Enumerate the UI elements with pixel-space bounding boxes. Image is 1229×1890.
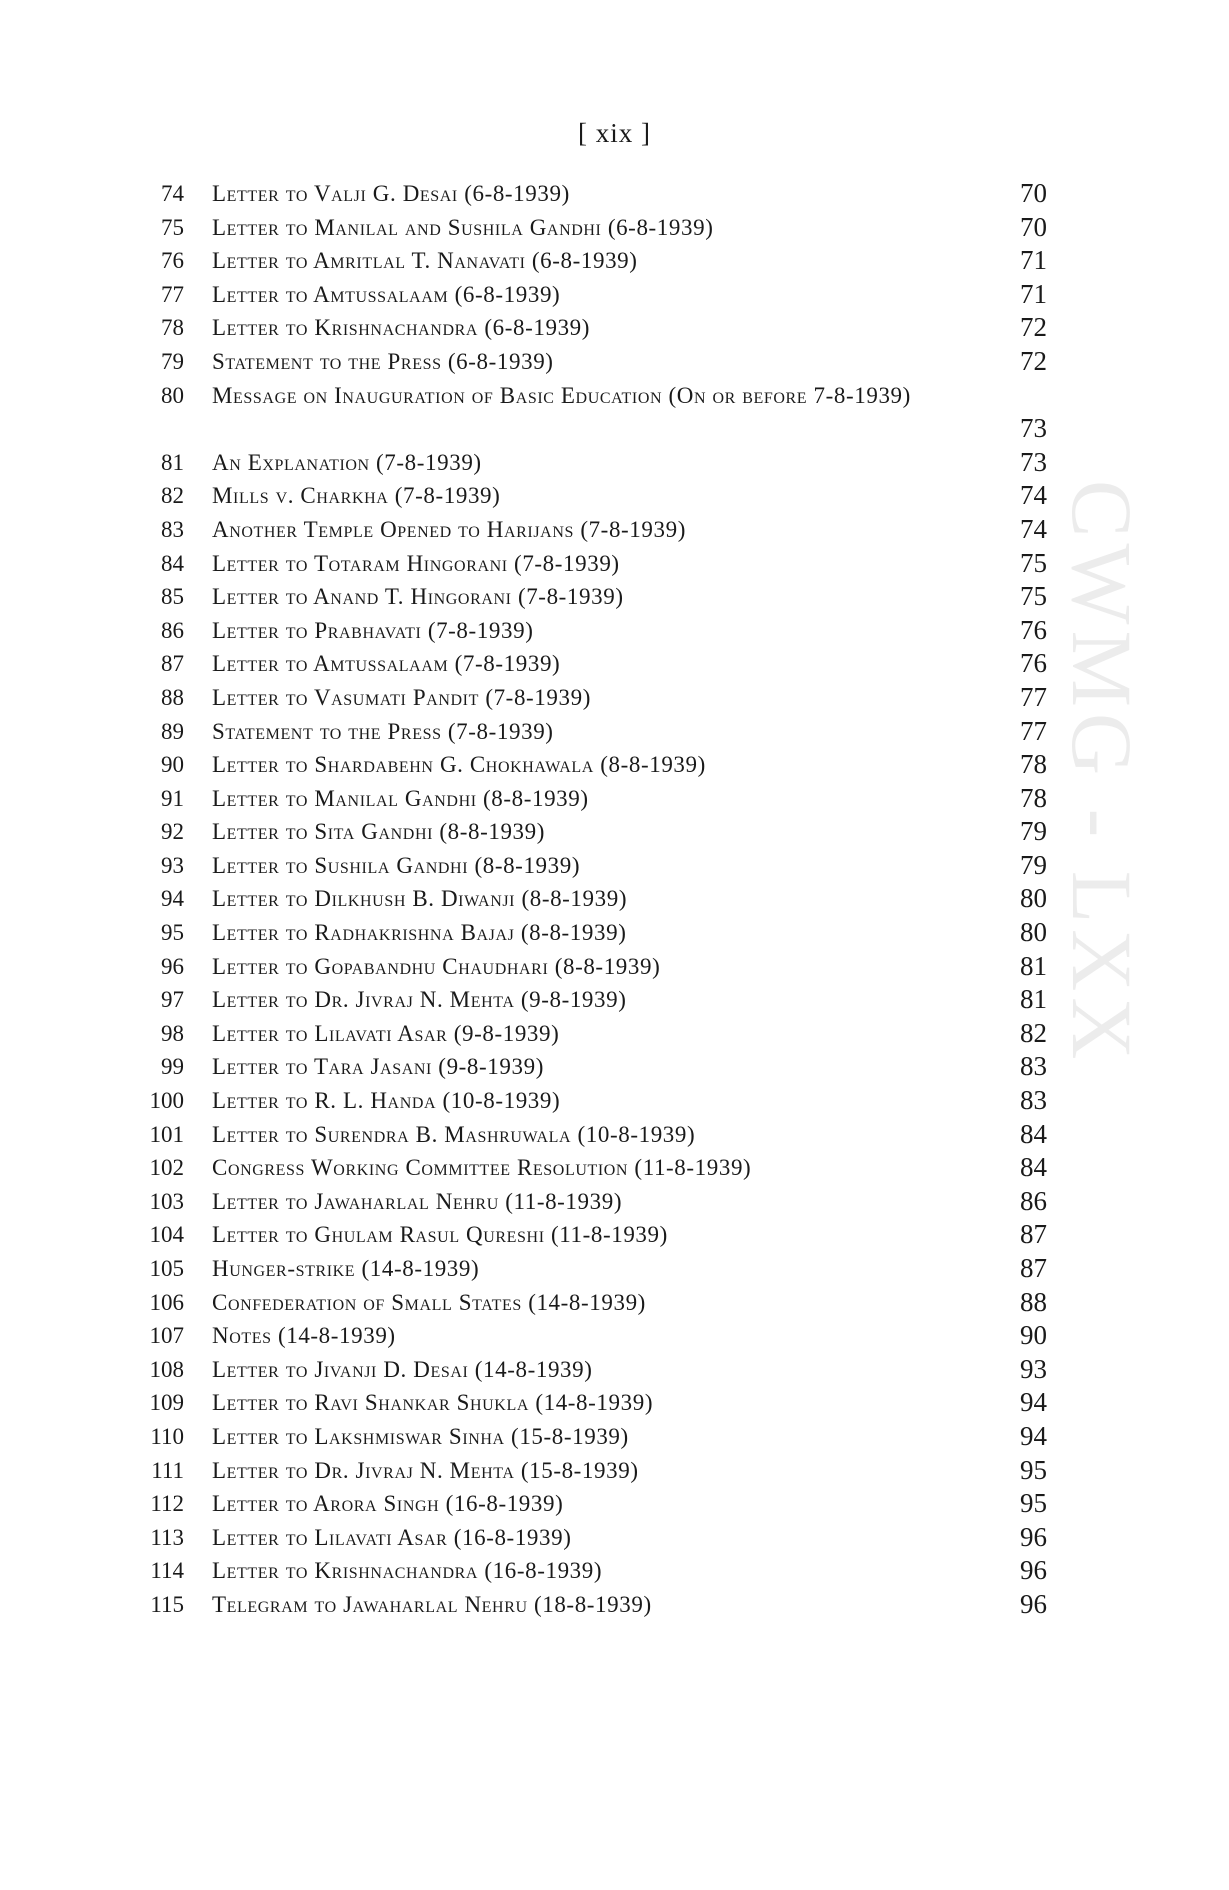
entry-number: 112 (150, 1491, 184, 1517)
entry-number: 74 (161, 181, 184, 206)
toc-entry (0, 580, 1229, 614)
entry-title: Another Temple Opened to Harijans (7-8-1939) (212, 516, 686, 542)
entry-page-number: 87 (1020, 1219, 1047, 1250)
entry-number: 99 (161, 1054, 184, 1080)
toc-entry (0, 748, 1229, 782)
toc-entry (0, 782, 1229, 816)
entry-page-number: 94 (1020, 1387, 1047, 1418)
entry-page-number: 88 (1020, 1286, 1047, 1317)
entry-page-number: 77 (1020, 715, 1047, 746)
toc-entry (0, 1521, 1229, 1555)
entry-page-number: 73 (1020, 446, 1047, 477)
toc-entry (0, 1151, 1229, 1185)
entry-page-number: 75 (1020, 581, 1047, 612)
toc-entry (0, 916, 1229, 950)
entry-title: Letter to Jivanji D. Desai (14-8-1939) (212, 1356, 593, 1382)
entry-title: Letter to Prabhavati (7-8-1939) (212, 617, 534, 643)
entry-number: 75 (161, 214, 184, 240)
entry-title: Letter to Krishnachandra (6-8-1939) (212, 315, 591, 341)
entry-title: An Explanation (7-8-1939) (212, 449, 482, 475)
entry-page-number: 81 (1020, 950, 1047, 981)
entry-title: Letter to Amtussalaam (6-8-1939) (212, 281, 561, 307)
entry-title: Letter to Surendra B. Mashruwala (10-8-1939) (212, 1121, 696, 1147)
toc-entry (0, 950, 1229, 984)
entry-title: Letter to Ghulam Rasul Qureshi (11-8-1939) (212, 1222, 668, 1248)
entry-page-number: 73 (1020, 413, 1047, 444)
entry-page-number: 78 (1020, 782, 1047, 813)
toc-entry (0, 1050, 1229, 1084)
entry-title: Letter to Sita Gandhi (8-8-1939) (212, 819, 546, 845)
entry-number: 102 (149, 1155, 184, 1181)
entry-number: 105 (149, 1256, 184, 1281)
entry-title: Letter to Manilal Gandhi (8-8-1939) (212, 785, 589, 811)
entry-page-number: 74 (1020, 480, 1047, 511)
toc-entry (0, 815, 1229, 849)
toc-entry (0, 849, 1229, 883)
toc-entry (0, 1454, 1229, 1488)
entry-page-number: 70 (1020, 178, 1047, 208)
entry-number: 115 (150, 1591, 184, 1617)
entry-page-number: 72 (1020, 312, 1047, 343)
toc-entry (0, 882, 1229, 916)
entry-number: 80 (161, 382, 184, 408)
toc-entry (0, 647, 1229, 681)
toc-entry (0, 278, 1229, 312)
entry-title: Telegram to Jawaharlal Nehru (18-8-1939) (212, 1591, 652, 1617)
entry-number: 81 (161, 449, 184, 475)
toc-entry (0, 311, 1229, 345)
toc-entry (0, 379, 1229, 446)
entry-number: 107 (149, 1323, 184, 1349)
entry-number: 103 (149, 1188, 184, 1214)
entry-number: 91 (161, 785, 184, 811)
toc-entry (0, 1420, 1229, 1454)
toc-entry (0, 983, 1229, 1017)
entry-number: 90 (161, 752, 184, 778)
entry-title: Letter to Gopabandhu Chaudhari (8-8-1939) (212, 953, 661, 979)
entry-number: 97 (161, 987, 184, 1013)
entry-page-number: 83 (1020, 1051, 1047, 1082)
entry-title: Statement to the Press (7-8-1939) (212, 718, 554, 744)
toc-entry (0, 1554, 1229, 1588)
entry-page-number: 93 (1020, 1353, 1047, 1384)
toc-entry (0, 1353, 1229, 1387)
toc-entry (0, 211, 1229, 245)
entry-number: 106 (149, 1289, 184, 1315)
entry-page-number: 76 (1020, 614, 1047, 645)
entry-title: Letter to Krishnachandra (16-8-1939) (212, 1558, 603, 1584)
entry-title: Letter to Radhakrishna Bajaj (8-8-1939) (212, 920, 627, 946)
entry-page-number: 94 (1020, 1420, 1047, 1451)
entry-title: Congress Working Committee Resolution (11-8-1939) (212, 1155, 752, 1181)
entry-page-number: 74 (1020, 513, 1047, 544)
entry-number: 93 (161, 852, 184, 878)
entry-number: 95 (161, 920, 184, 946)
entry-number: 101 (149, 1121, 184, 1147)
entry-number: 88 (161, 684, 184, 710)
entry-page-number: 71 (1020, 245, 1047, 276)
entry-title: Letter to Manilal and Sushila Gandhi (6-8-1939) (212, 214, 714, 240)
entry-number: 77 (161, 281, 184, 307)
entry-page-number: 81 (1020, 984, 1047, 1015)
entry-page-number: 78 (1020, 749, 1047, 780)
entry-page-number: 90 (1020, 1320, 1047, 1351)
entry-number: 98 (161, 1020, 184, 1046)
toc-entry (0, 715, 1229, 749)
entry-number: 79 (161, 348, 184, 374)
toc-entry (0, 446, 1229, 480)
entry-title: Letter to Lilavati Asar (16-8-1939) (212, 1524, 572, 1550)
toc-entry (0, 244, 1229, 278)
entry-title: Letter to R. L. Handa (10-8-1939) (212, 1088, 561, 1114)
toc-entry (0, 479, 1229, 513)
toc-entry (0, 614, 1229, 648)
entry-title: Confederation of Small States (14-8-1939) (212, 1289, 646, 1315)
entry-number: 82 (161, 483, 184, 509)
toc-entry (0, 1252, 1229, 1286)
entry-title: Letter to Dr. Jivraj N. Mehta (9-8-1939) (212, 987, 627, 1013)
toc-entry (0, 1185, 1229, 1219)
entry-page-number: 71 (1020, 278, 1047, 309)
entry-title: Statement to the Press (6-8-1939) (212, 348, 554, 374)
entry-title: Letter to Sushila Gandhi (8-8-1939) (212, 852, 581, 878)
toc-entry (0, 1017, 1229, 1051)
entry-page-number: 80 (1020, 883, 1047, 914)
entry-title: Letter to Amritlal T. Nanavati (6-8-1939) (212, 248, 638, 274)
toc-entry (0, 345, 1229, 379)
entry-title: Letter to Totaram Hingorani (7-8-1939) (212, 550, 620, 576)
entry-title: Letter to Dilkhush B. Diwanji (8-8-1939) (212, 886, 628, 912)
toc-entry (0, 1588, 1229, 1622)
entry-number: 78 (161, 315, 184, 341)
entry-page-number: 77 (1020, 681, 1047, 712)
entry-page-number: 86 (1020, 1185, 1047, 1216)
entry-number: 83 (161, 516, 184, 542)
entry-page-number: 76 (1020, 648, 1047, 679)
toc-entry (0, 547, 1229, 581)
entry-title: Letter to Tara Jasani (9-8-1939) (212, 1054, 544, 1080)
entry-title: Letter to Shardabehn G. Chokhawala (8-8-1939) (212, 752, 706, 778)
entry-page-number: 87 (1020, 1253, 1047, 1283)
entry-page-number: 95 (1020, 1488, 1047, 1519)
watermark: CWMG - LXX (1054, 480, 1150, 1066)
entry-page-number: 70 (1020, 211, 1047, 242)
entry-number: 100 (149, 1088, 184, 1114)
entry-number: 85 (161, 584, 184, 610)
table-of-contents (0, 177, 1229, 1622)
entry-number: 84 (161, 550, 184, 576)
entry-title: Letter to Lakshmiswar Sinha (15-8-1939) (212, 1423, 629, 1449)
entry-title: Letter to Lilavati Asar (9-8-1939) (212, 1020, 560, 1046)
entry-title: Letter to Jawaharlal Nehru (11-8-1939) (212, 1188, 623, 1214)
entry-number: 86 (161, 617, 184, 643)
entry-page-number: 72 (1020, 345, 1047, 376)
entry-page-number: 95 (1020, 1454, 1047, 1485)
entry-title: Letter to Dr. Jivraj N. Mehta (15-8-1939) (212, 1457, 639, 1483)
entry-page-number: 79 (1020, 816, 1047, 847)
entry-number: 114 (150, 1558, 184, 1584)
entry-title: Hunger-strike (14-8-1939) (212, 1256, 480, 1281)
toc-entry (0, 1084, 1229, 1118)
entry-number: 94 (161, 886, 184, 912)
entry-number: 76 (161, 248, 184, 274)
entry-page-number: 82 (1020, 1017, 1047, 1048)
toc-entry (0, 1286, 1229, 1320)
toc-entry (0, 513, 1229, 547)
entry-page-number: 80 (1020, 917, 1047, 948)
entry-number: 109 (149, 1390, 184, 1416)
entry-title: Letter to Anand T. Hingorani (7-8-1939) (212, 584, 624, 610)
entry-number: 89 (161, 718, 184, 744)
entry-number: 87 (161, 651, 184, 677)
entry-number: 110 (150, 1423, 184, 1449)
toc-entry (0, 1218, 1229, 1252)
entry-page-number: 75 (1020, 547, 1047, 578)
entry-title: Letter to Valji G. Desai (6-8-1939) (212, 181, 570, 206)
toc-entry (0, 1319, 1229, 1353)
entry-title: Notes (14-8-1939) (212, 1323, 396, 1349)
entry-page-number: 84 (1020, 1118, 1047, 1149)
toc-entry (0, 1487, 1229, 1521)
entry-title: Letter to Amtussalaam (7-8-1939) (212, 651, 561, 677)
entry-title: Letter to Ravi Shankar Shukla (14-8-1939) (212, 1390, 654, 1416)
entry-number: 108 (149, 1356, 184, 1382)
entry-page-number: 96 (1020, 1555, 1047, 1586)
page-number: [ xix ] (578, 118, 651, 148)
entry-page-number: 83 (1020, 1085, 1047, 1116)
entry-number: 104 (149, 1222, 184, 1248)
entry-page-number: 96 (1020, 1521, 1047, 1552)
entry-title: Letter to Vasumati Pandit (7-8-1939) (212, 684, 591, 710)
entry-page-number: 79 (1020, 849, 1047, 880)
entry-title: Message on Inauguration of Basic Education (On or before 7-8-1939) (212, 382, 911, 408)
entry-number: 111 (151, 1457, 184, 1483)
entry-page-number: 84 (1020, 1152, 1047, 1183)
entry-number: 96 (161, 953, 184, 979)
toc-entry (0, 1118, 1229, 1152)
entry-number: 92 (161, 819, 184, 845)
toc-entry (0, 681, 1229, 715)
toc-entry (0, 1386, 1229, 1420)
entry-number: 113 (150, 1524, 184, 1550)
entry-title: Letter to Arora Singh (16-8-1939) (212, 1491, 564, 1517)
entry-title: Mills v. Charkha (7-8-1939) (212, 483, 501, 509)
entry-page-number: 96 (1020, 1588, 1047, 1619)
toc-entry (0, 177, 1229, 211)
